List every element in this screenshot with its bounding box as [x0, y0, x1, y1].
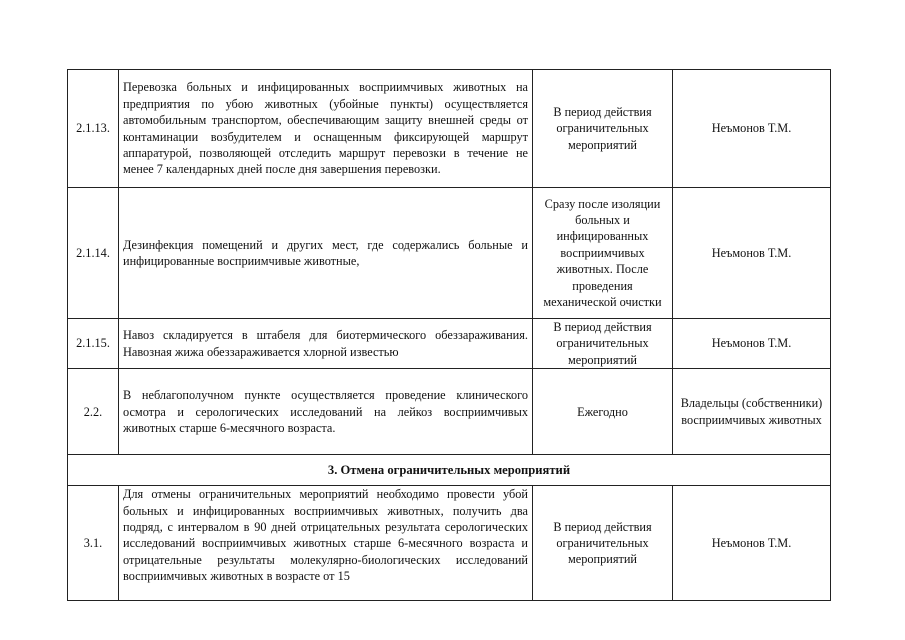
table-row: [68, 319, 831, 369]
measure-text-cell: [119, 486, 533, 601]
responsible-person: Неъмонов Т.М.: [673, 70, 831, 188]
row-number: 2.1.14.: [68, 188, 119, 319]
measure-text: Для отмены ограничительных мероприятий необходимо провести убой больных и инфицированных восприимчивых животных, получить два подряд, с интервалом в 90 дней отрицательных результата серологических исследований восприимчивых животных старше 6-месячного возраста и отрицательные результаты молекулярно-биологических исследований восприимчивых животных в возрасте от 15: [123, 487, 528, 584]
responsible-person: Неъмонов Т.М.: [673, 188, 831, 319]
row-number: 2.1.13.: [68, 70, 119, 188]
row-number: 2.1.15.: [68, 319, 119, 369]
row-number: 2.2.: [68, 369, 119, 455]
measure-text: Навоз складируется в штабеля для биотермического обеззараживания. Навозная жижа обеззараживается хлорной известью: [119, 319, 533, 369]
table-row: [68, 486, 831, 601]
measure-period: В период действия ограничительных мероприятий: [533, 486, 673, 601]
responsible-person: Неъмонов Т.М.: [673, 319, 831, 369]
section-row: [68, 455, 831, 486]
measure-text: Перевозка больных и инфицированных восприимчивых животных на предприятия по убою животных (убойные пункты) осуществляется автомобильным транспортом, обеспечивающим защиту внешней среды от контаминации возбудителем и оснащенным фиксирующей маршрут аппаратурой, позволяющей отследить маршрут перевозки в течение не менее 7 календарных дней после дня завершения перевозки.: [119, 70, 533, 188]
table-row: [68, 188, 831, 319]
table-row: [68, 70, 831, 188]
section-title: 3. Отмена ограничительных мероприятий: [68, 455, 831, 486]
responsible-person: Неъмонов Т.М.: [673, 486, 831, 601]
responsible-person: Владельцы (собственники) восприимчивых животных: [673, 369, 831, 455]
measure-period: Сразу после изоляции больных и инфицированных восприимчивых животных. После проведения механической очистки: [533, 188, 673, 319]
table-row: [68, 369, 831, 455]
measure-period: Ежегодно: [533, 369, 673, 455]
measure-text: Дезинфекция помещений и других мест, где содержались больные и инфицированные восприимчивые животные,: [119, 188, 533, 319]
measure-period: В период действия ограничительных мероприятий: [533, 70, 673, 188]
row-number: 3.1.: [68, 486, 119, 601]
measures-table: [67, 69, 831, 601]
measure-text: В неблагополучном пункте осуществляется проведение клинического осмотра и серологических исследований на лейкоз восприимчивых животных старше 6-месячного возраста.: [119, 369, 533, 455]
measure-period: В период действия ограничительных мероприятий: [533, 319, 673, 369]
